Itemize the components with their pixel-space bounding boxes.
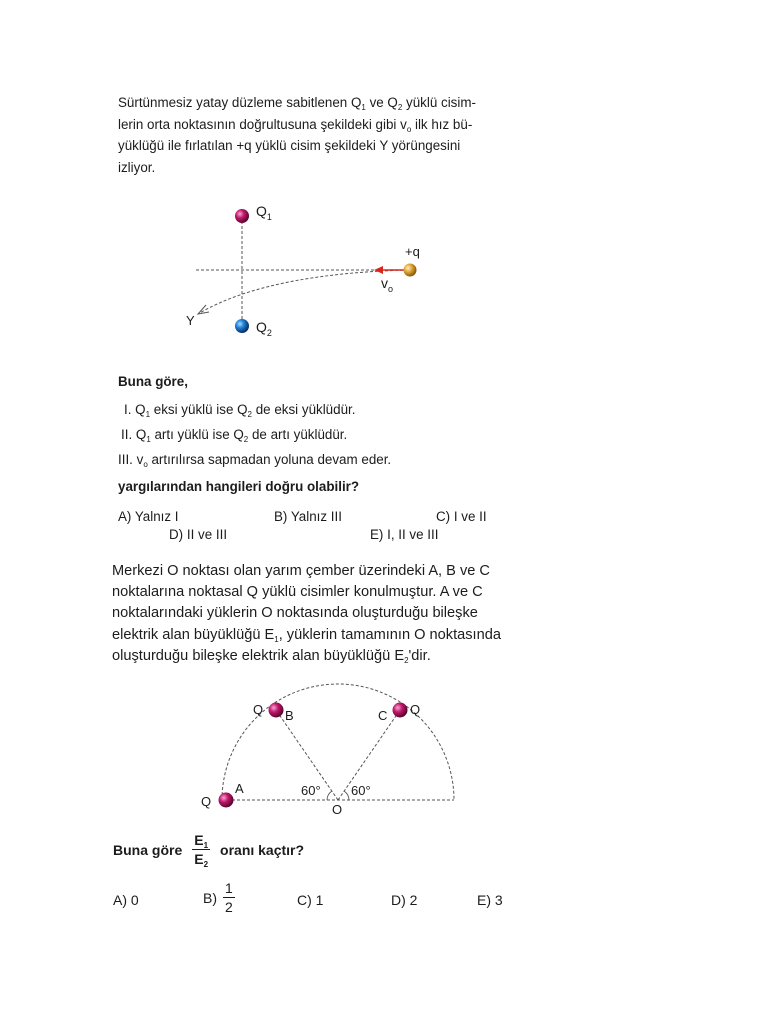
label-angle-right: 60° <box>351 783 371 798</box>
label-o: O <box>332 802 343 817</box>
q2-option-a[interactable]: A) 0 <box>113 892 139 908</box>
charge-a <box>219 793 234 808</box>
q1-label: $Q_1$ <box>256 203 272 222</box>
text-line: noktalarındaki yüklerin O noktasında oluşturduğu bileşke <box>112 605 478 622</box>
text-line: lerin orta noktasının doğrultusuna şekildeki gibi $v_o$ ilk hız bü- <box>118 116 473 134</box>
text-line: Merkezi O noktası olan yarım çember üzerindeki A, B ve C <box>112 563 490 579</box>
q2-option-c[interactable]: C) 1 <box>297 892 324 908</box>
q1-option-c[interactable]: C) I ve II <box>436 509 487 524</box>
text-line: noktalarına noktasal Q yüklü cisimler konulmuştur. A ve C <box>112 584 483 601</box>
label-angle-left: 60° <box>301 783 321 798</box>
text-line: elektrik alan büyüklüğü $E_1$, yüklerin tamamının O noktasında <box>112 626 501 644</box>
q2-question <box>113 832 304 867</box>
q2-option-e[interactable]: E) 3 <box>477 892 503 908</box>
label-qa: Q <box>201 794 212 809</box>
label-b: B <box>285 708 294 723</box>
label-qc: Q <box>410 702 421 717</box>
path-y-label: Y <box>186 313 195 328</box>
plus-q-label: +q <box>405 244 420 259</box>
statement-2: II. $Q_1$ artı yüklü ise $Q_2$ de artı yüklüdür. <box>121 427 348 444</box>
charge-c <box>393 703 408 718</box>
text-line: oluşturduğu bileşke elektrik alan büyüklüğü $E_2'dir$. <box>112 647 431 665</box>
label-a: A <box>235 781 244 796</box>
text-line: izliyor. <box>118 159 156 175</box>
q1-prompt: Buna göre, <box>118 374 188 389</box>
q2-question-suffix: oranı kaçtır? <box>220 841 305 858</box>
q2-option-b[interactable]: B) $\frac{1}{2}$ <box>203 880 233 915</box>
q1-option-a[interactable]: A) Yalnız I <box>118 509 179 524</box>
q1-option-b[interactable]: B) Yalnız III <box>274 509 342 524</box>
velocity-label: $v_o$ <box>381 275 394 294</box>
q1-question: yargılarından hangileri doğru olabilir? <box>118 479 360 494</box>
one-half-fraction: $\frac{1}{2}$ <box>225 880 233 915</box>
q2-option-d[interactable]: D) 2 <box>391 892 418 908</box>
q2-question-prefix: Buna göre <box>113 841 183 858</box>
angle-arc-right <box>344 791 349 800</box>
q2-label: $Q_2$ <box>256 319 272 338</box>
statement-3: III. $v_o$ artırılırsa sapmadan yoluna devam eder. <box>118 452 392 469</box>
text-line: yüklüğü ile fırlatılan +q yüklü cisim şekildeki Y yörüngesini <box>118 138 461 153</box>
e1-over-e2-fraction: $\frac{E_1}{E_2}$ <box>194 832 209 869</box>
label-qb: Q <box>253 702 264 717</box>
statement-1: I. $Q_1$ eksi yüklü ise $Q_2$ de eksi yüklüdür. <box>124 402 356 419</box>
charge-b <box>269 703 284 718</box>
q1-option-d[interactable]: D) II ve III <box>169 527 228 542</box>
text-line: Sürtünmesiz yatay düzleme sabitlenen $Q_1$ ve $Q_2$ yüklü cisim- <box>118 95 476 112</box>
q1-option-e[interactable]: E) I, II ve III <box>370 527 439 542</box>
label-c: C <box>378 708 388 723</box>
angle-arc-left <box>327 791 332 800</box>
